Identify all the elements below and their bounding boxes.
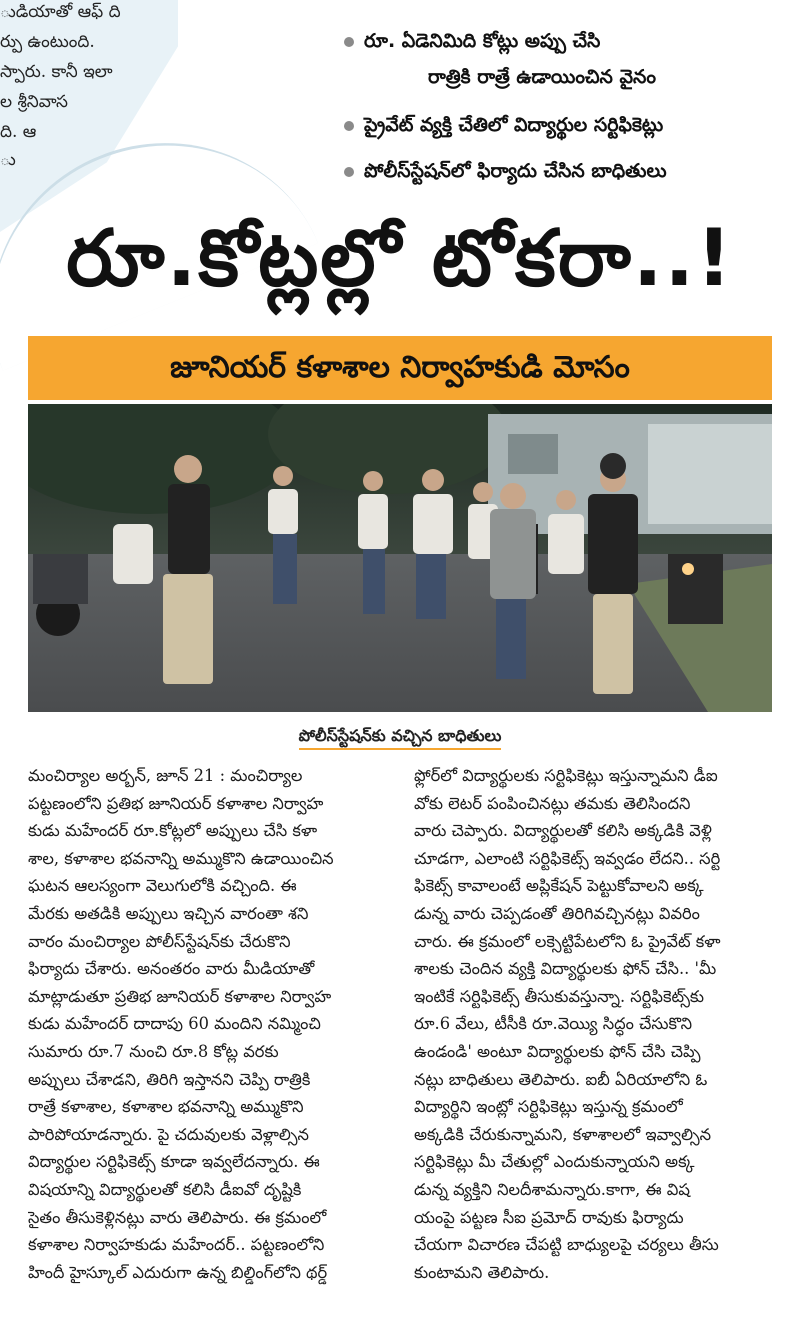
article-line: వోకు లెటర్ పంపించినట్లు తమకు తెలిసిందని <box>414 793 691 813</box>
article-line: ఇంటికే సర్టిఫికెట్స్ తీసుకువస్తున్నా. సర్టిఫికెట్స్‌కు <box>414 986 705 1006</box>
bullet-item-3 <box>344 160 667 187</box>
article-line: హిందీ హైస్కూల్ ఎదురుగా ఉన్న బిల్డింగ్‌లోని థర్డ్ <box>28 1262 328 1282</box>
bullet-text: రాత్రికి రాత్రే ఉడాయించిన వైనం <box>428 66 656 88</box>
article-line: యంపై పట్టణ సీఐ ప్రమోద్ రావుకు ఫిర్యాదు <box>414 1207 684 1227</box>
article-line: శాల, కళాశాల భవనాన్ని అమ్ముకొని ఉడాయించిన <box>28 848 334 868</box>
article-line: డున్న వ్యక్తిని నిలదీశామన్నారు.కాగా, ఈ విష <box>414 1179 690 1199</box>
snippet-line: ుడియాతో ఆఫ్ ది <box>0 2 121 22</box>
bullet-dot-icon <box>344 167 354 177</box>
article-line: చారు. ఈ క్రమంలో లక్సెట్టిపేటలోని ఓ ప్రైవేట్ కళా <box>414 931 721 951</box>
bullet-text: పోలీస్‌స్టేషన్‌లో ఫిర్యాదు చేసిన బాధితులు <box>364 160 667 182</box>
snippet-line: ర్పు ఉంటుంది. <box>0 32 95 52</box>
article-line: ఫికెట్స్ కావాలంటే అప్లికేషన్ పెట్టుకోవాలని అక్క <box>414 876 704 896</box>
article-line: చూడగా, ఎలాంటి సర్టిఫికెట్స్ ఇవ్వడం లేదని.. సర్టి <box>414 848 721 868</box>
snippet-line: స్పారు. కానీ ఇలా <box>0 62 113 82</box>
bullet-text: రూ. ఏడెనిమిది కోట్లు అప్పు చేసి <box>364 30 601 52</box>
article-line: కళాశాల నిర్వాహకుడు మహేందర్.. పట్టణంలోని <box>28 1235 325 1255</box>
article-line: కుడు మహేందర్ దాదాపు 60 మందిని నమ్మించి <box>28 1014 321 1034</box>
article-line: ఘటన ఆలస్యంగా వెలుగులోకి వచ్చింది. ఈ <box>28 876 297 896</box>
article-line: అప్పులు చేశాడని, తిరిగి ఇస్తానని చెప్పి రాత్రికి <box>28 1069 311 1089</box>
article-line: సర్టిఫికెట్లు మీ చేతుల్లో ఎందుకున్నాయని అక్క <box>414 1152 695 1172</box>
article-line: చేయగా విచారణ చేపట్టి బాధ్యులపై చర్యలు తీసు <box>414 1235 719 1255</box>
article-column-right <box>414 762 774 1286</box>
subheadline-banner <box>28 336 772 400</box>
article-line: వారం మంచిర్యాల పోలీస్‌స్టేషన్‌కు చేరుకొని <box>28 931 291 951</box>
article-line: కుంటామని తెలిపారు. <box>414 1262 550 1282</box>
headline: రూ.కోట్లల్లో టోకరా..! <box>66 214 734 304</box>
article-line: పారిపోయాడన్నారు. పై చదువులకు వెళ్లాల్సిన <box>28 1124 309 1144</box>
snippet-line: ది. ఆ <box>0 122 37 142</box>
article-line: మేరకు అతడికి అప్పులు ఇచ్చిన వారంతా శని <box>28 903 309 923</box>
snippet-line: ు <box>0 150 16 170</box>
article-line: విద్యార్థుల సర్టిఫికెట్స్ కూడా ఇవ్వలేదన్నారు. ఈ <box>28 1152 320 1172</box>
article-line: శాలకు చెందిన వ్యక్తి విద్యార్థులకు ఫోన్ చేసి.. 'మీ <box>414 959 717 979</box>
article-line: ఫిర్యాదు చేశారు. అనంతరం వారు మీడియాతో <box>28 959 315 979</box>
subheadline: జూనియర్ కళాశాల నిర్వాహకుడి మోసం <box>170 350 630 385</box>
article-line: అక్కడికి చేరుకున్నామని, కళాశాలలో ఇవ్వాల్సిన <box>414 1124 712 1144</box>
article-line: మాట్లాడుతూ ప్రతిభ జూనియర్ కళాశాల నిర్వాహ <box>28 986 332 1006</box>
article-line: విద్యార్థిని ఇంట్లో సర్టిఫికెట్లు ఇస్తున్న క్రమంలో <box>414 1097 683 1117</box>
news-photo <box>28 404 772 712</box>
photo-caption-text: పోలీస్‌స్టేషన్‌కు వచ్చిన బాధితులు <box>299 726 502 750</box>
article-line: ఉండండి' అంటూ విద్యార్థులకు ఫోన్ చేసి చెప్పి <box>414 1041 701 1061</box>
article-line: విషయాన్ని విద్యార్థులతో కలిసి డీఐవో దృష్టికి <box>28 1179 302 1199</box>
article-line: మంచిర్యాల అర్బన్, జూన్ 21 : మంచిర్యాల <box>28 766 303 785</box>
photo-caption <box>0 726 800 749</box>
bullet-dot-icon <box>344 121 354 131</box>
article-line: పట్టణంలోని ప్రతిభ జూనియర్ కళాశాల నిర్వాహ <box>28 793 324 813</box>
bullet-item-2 <box>344 114 663 141</box>
bullet-item-1-continued <box>428 66 656 93</box>
article-line: రాత్రే కళాశాల, కళాశాల భవనాన్ని అమ్ముకొని <box>28 1097 304 1117</box>
article-line: ఫ్లోర్‌లో విద్యార్థులకు సర్టిఫికెట్లు ఇస్తున్నామని డీఐ <box>414 766 718 785</box>
snippet-line: ల శ్రీనివాస <box>0 92 68 112</box>
article-line: రూ.6 వేలు, టీసీకి రూ.వెయ్యి సిద్ధం చేసుకొని <box>414 1014 693 1034</box>
article-line: సైతం తీసుకెళ్లినట్లు వారు తెలిపారు. ఈ క్రమంలో <box>28 1207 327 1227</box>
article-line: డున్న వారు చెప్పడంతో తిరిగివచ్చినట్లు వివరిం <box>414 903 700 923</box>
article-column-left <box>28 762 388 1286</box>
bullet-text: ప్రైవేట్ వ్యక్తి చేతిలో విద్యార్థుల సర్టిఫికెట్లు <box>364 114 664 136</box>
bullet-dot-icon <box>344 37 354 47</box>
article-line: నట్లు బాధితులు తెలిపారు. ఐబీ ఏరియాలోని ఓ <box>414 1069 708 1089</box>
article-line: వారు చెప్పారు. విద్యార్థులతో కలిసి అక్కడికి వెళ్లి <box>414 821 712 841</box>
bullet-item-1 <box>344 30 600 57</box>
article-line: సుమారు రూ.7 నుంచి రూ.8 కోట్ల వరకు <box>28 1041 279 1061</box>
article-line: కుడు మహేందర్ రూ.కోట్లలో అప్పులు చేసి కళా <box>28 821 318 841</box>
